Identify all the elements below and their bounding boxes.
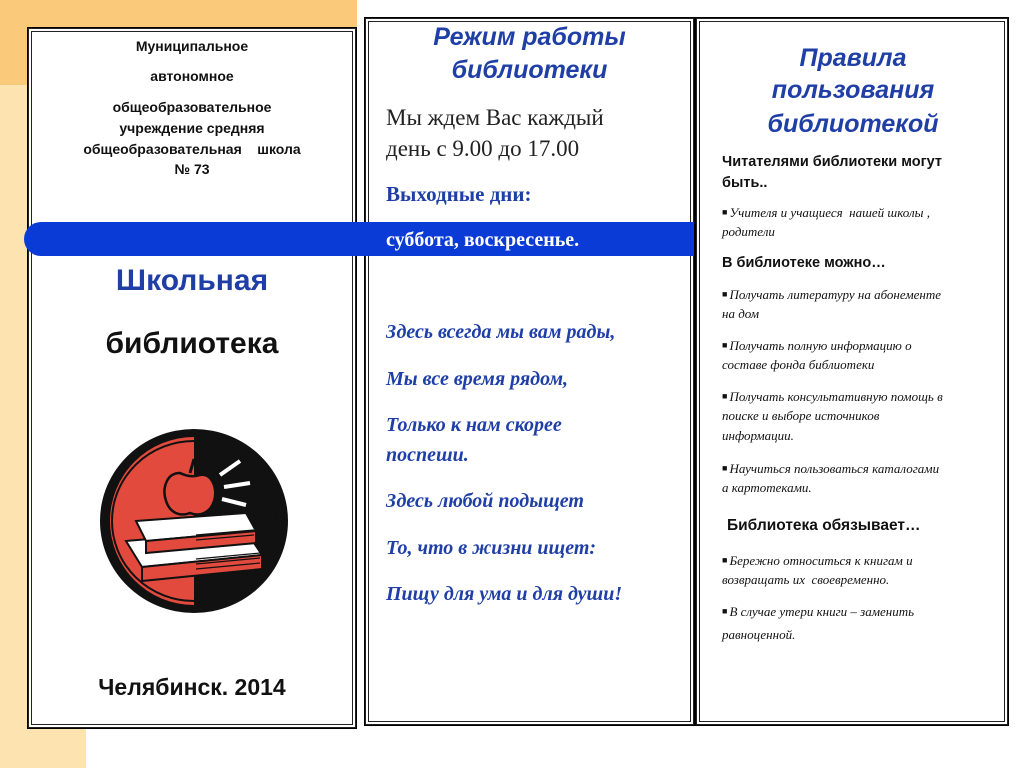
- decorative-blue-band: [24, 222, 694, 256]
- can-item-2: [722, 335, 912, 356]
- poem-line-5: Здесь любой подыщет: [386, 490, 584, 512]
- bullet-icon: ■: [722, 340, 728, 350]
- must-item-1-line-1: Бережно относиться к книгам и: [729, 553, 913, 568]
- readers-heading-line-1: Читателями библиотеки могут: [722, 154, 942, 170]
- can-item-2-line-1: Получать полную информацию о: [729, 338, 912, 353]
- readers-item: [722, 202, 930, 223]
- bullet-icon: ■: [722, 555, 728, 565]
- can-item-3: [722, 386, 943, 407]
- can-item-4-line-1: Научиться пользоваться каталогами: [729, 461, 940, 476]
- can-item-3-line-1: Получать консультативную помощь в: [729, 389, 943, 404]
- readers-heading-line-2: быть..: [722, 175, 768, 191]
- cover-title-line-2: библиотека: [105, 327, 279, 360]
- bullet-icon: ■: [722, 289, 728, 299]
- cover-title-line-1: Школьная: [115, 264, 269, 297]
- bullet-icon: ■: [722, 606, 728, 616]
- poem-line-4: поспеши.: [386, 444, 469, 466]
- org-line-3: общеобразовательное: [112, 99, 272, 115]
- must-item-2-line-2: равноценной.: [722, 627, 796, 642]
- can-item-3-line-2: поиске и выборе источников: [722, 408, 880, 423]
- readers-item-line-2: родители: [722, 224, 775, 239]
- org-line-4: учреждение средняя: [119, 120, 265, 136]
- bullet-icon: ■: [722, 207, 728, 217]
- org-line-1: Муниципальное: [135, 38, 249, 54]
- apple-on-books-icon: [96, 423, 292, 619]
- must-item-1: [722, 550, 913, 571]
- days-off-value: суббота, воскресенье.: [386, 229, 580, 251]
- days-off-label: Выходные дни:: [386, 182, 532, 206]
- can-item-4-line-2: а картотеками.: [722, 480, 812, 495]
- must-heading: Библиотека обязывает…: [727, 517, 921, 534]
- schedule-title-line-1: Режим работы: [433, 23, 626, 51]
- can-item-1-line-1: Получать литературу на абонементе: [729, 287, 941, 302]
- readers-item-line-1: Учителя и учащиеся нашей школы ,: [729, 205, 930, 220]
- bullet-icon: ■: [722, 391, 728, 401]
- poem-line-7: Пищу для ума и для души!: [386, 583, 623, 605]
- poem-line-1: Здесь всегда мы вам рады,: [386, 321, 616, 343]
- bullet-icon: ■: [722, 463, 728, 473]
- hours-line-2: день с 9.00 до 17.00: [386, 136, 580, 161]
- rules-title-line-3: библиотекой: [767, 110, 939, 138]
- poem-line-6: То, что в жизни ищет:: [386, 537, 597, 559]
- can-item-1-line-2: на дом: [722, 306, 760, 321]
- hours-line-1: Мы ждем Вас каждый: [386, 105, 604, 130]
- schedule-title-line-2: библиотеки: [451, 56, 608, 84]
- can-heading: В библиотеке можно…: [722, 255, 886, 271]
- rules-title-line-1: Правила: [799, 44, 907, 72]
- must-item-1-line-2: возвращать их своевременно.: [722, 572, 890, 587]
- can-item-1: [722, 284, 941, 305]
- org-line-6: № 73: [174, 161, 210, 177]
- rules-title-line-2: пользования: [771, 76, 935, 104]
- poem-line-3: Только к нам скорее: [386, 414, 562, 436]
- poem-line-2: Мы все время рядом,: [386, 368, 569, 390]
- must-item-2: [722, 601, 914, 622]
- must-item-2-line-1: В случае утери книги – заменить: [729, 604, 915, 619]
- can-item-4: [722, 458, 939, 479]
- can-item-2-line-2: составе фонда библиотеки: [722, 357, 875, 372]
- org-line-2: автономное: [150, 68, 234, 84]
- city-year: Челябинск. 2014: [98, 674, 286, 700]
- can-item-3-line-3: информации.: [722, 428, 794, 443]
- org-line-5: общеобразовательная школа: [83, 141, 301, 157]
